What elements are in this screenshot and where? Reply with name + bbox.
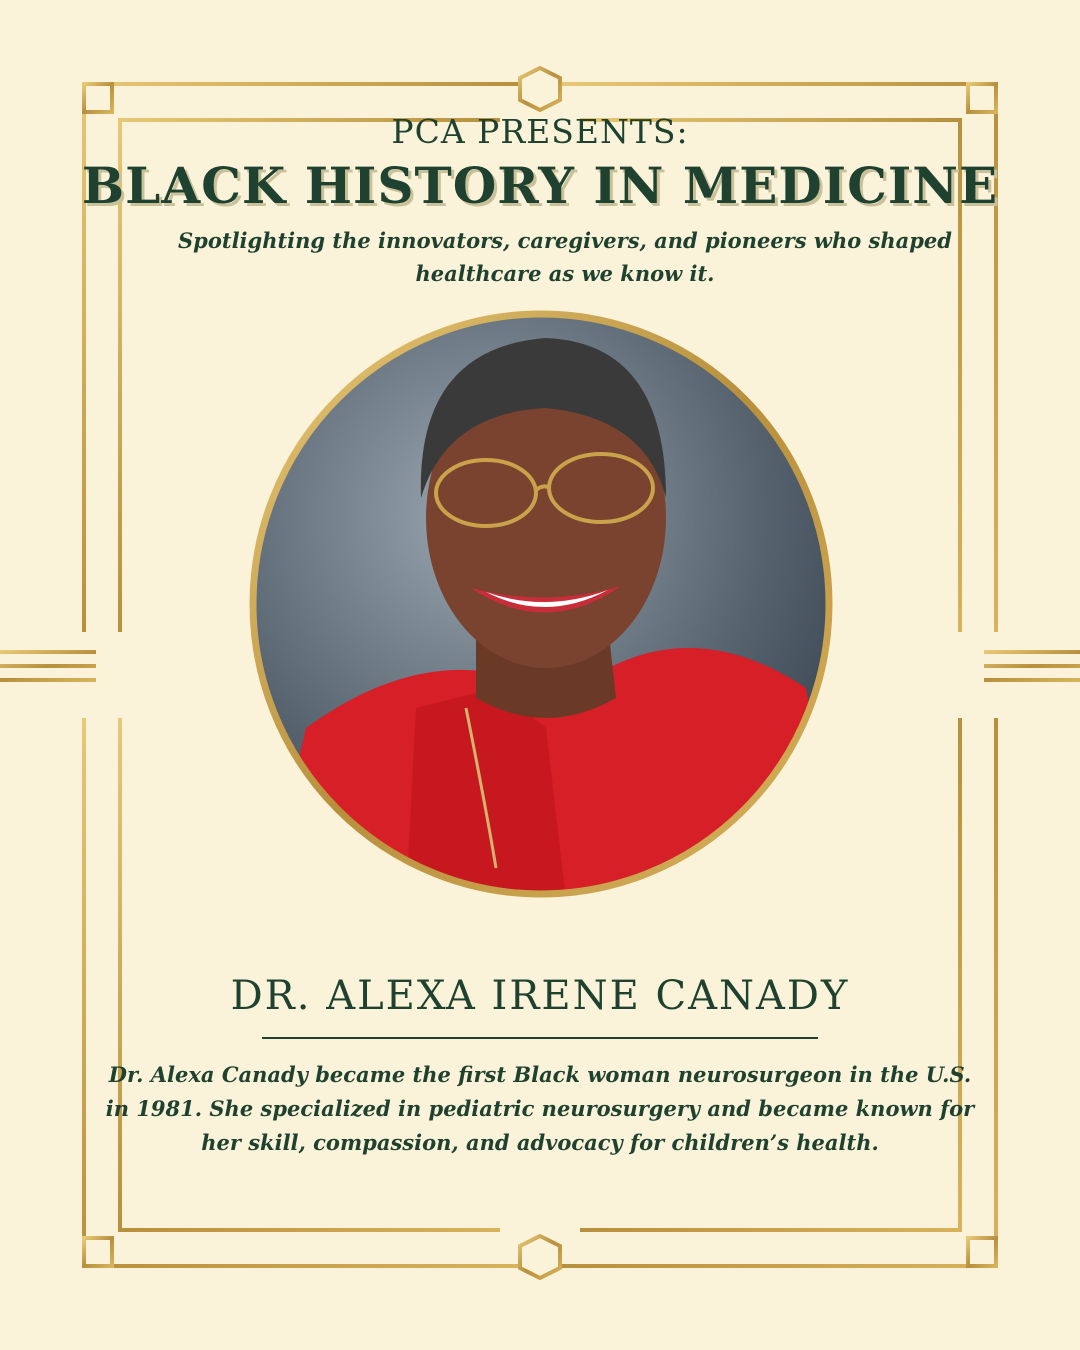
page-title: BLACK HISTORY IN MEDICINE (81, 156, 999, 215)
kicker-text: PCA PRESENTS: (391, 112, 689, 151)
subtitle: Spotlighting the innovators, caregivers, and pioneers who shaped healthcare as we know it. (178, 228, 952, 286)
honoree-bio: Dr. Alexa Canady became the first Black woman neurosurgeon in the U.S. in 1981. She specialized in pediatric neurosurgery and became known for her skill, compassion, and advocacy for children’s health. (105, 1062, 975, 1155)
honoree-name: DR. ALEXA IRENE CANADY (230, 973, 850, 1019)
portrait-photo (246, 308, 836, 900)
name-divider (262, 1037, 818, 1039)
